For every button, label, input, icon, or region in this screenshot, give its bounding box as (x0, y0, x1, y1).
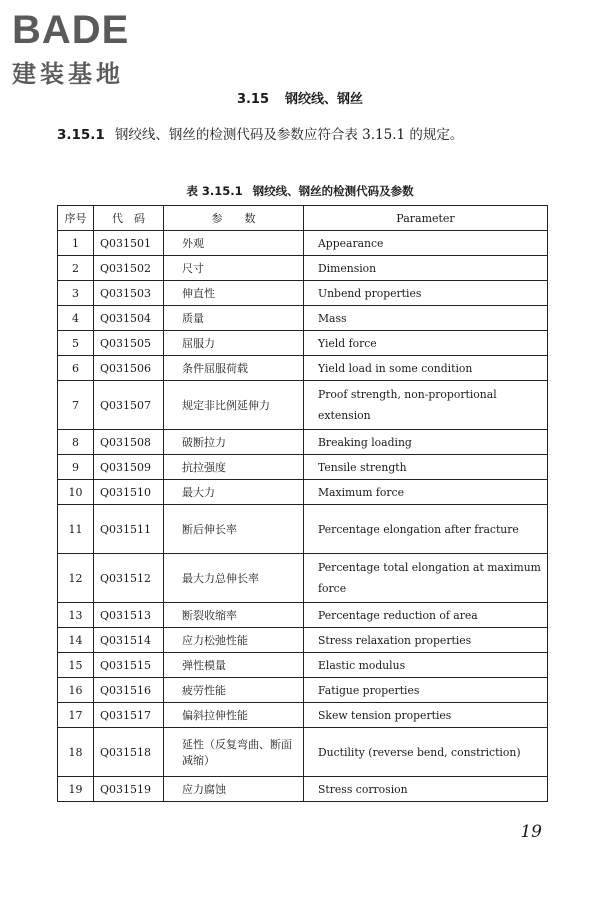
row-code: Q031514 (94, 628, 164, 653)
clause-text: 钢绞线、钢丝的检测代码及参数应符合表 3.15.1 的规定。 (114, 127, 464, 143)
row-code: Q031516 (94, 678, 164, 703)
row-code: Q031513 (94, 603, 164, 628)
table-row (58, 381, 548, 430)
table-row (58, 653, 548, 678)
row-param-en: Maximum force (304, 480, 548, 505)
clause-paragraph (57, 122, 547, 149)
row-param-cn: 最大力总伸长率 (164, 554, 304, 603)
header-param-en: Parameter (304, 206, 548, 231)
row-code: Q031515 (94, 653, 164, 678)
table-row (58, 628, 548, 653)
row-seq: 16 (58, 678, 94, 703)
row-param-cn: 延性（反复弯曲、断面减缩） (164, 728, 304, 777)
row-seq: 17 (58, 703, 94, 728)
row-param-en: Yield load in some condition (304, 356, 548, 381)
row-param-en: Tensile strength (304, 455, 548, 480)
row-seq: 6 (58, 356, 94, 381)
table-caption-number: 表 3.15.1 (186, 184, 243, 198)
row-code: Q031519 (94, 777, 164, 802)
row-code: Q031504 (94, 306, 164, 331)
clause-number: 3.15.1 (57, 127, 105, 143)
row-seq: 7 (58, 381, 94, 430)
row-param-cn: 断后伸长率 (164, 505, 304, 554)
row-code: Q031511 (94, 505, 164, 554)
row-param-en: Stress relaxation properties (304, 628, 548, 653)
row-param-en: Percentage reduction of area (304, 603, 548, 628)
row-param-en: Percentage elongation after fracture (304, 505, 548, 554)
table-row (58, 430, 548, 455)
row-param-en: Fatigue properties (304, 678, 548, 703)
row-param-en: Mass (304, 306, 548, 331)
table-row (58, 505, 548, 554)
table-row (58, 678, 548, 703)
page-number: 19 (520, 822, 542, 842)
row-param-cn: 外观 (164, 231, 304, 256)
row-code: Q031501 (94, 231, 164, 256)
row-seq: 9 (58, 455, 94, 480)
row-param-cn: 弹性模量 (164, 653, 304, 678)
row-param-cn: 疲劳性能 (164, 678, 304, 703)
row-seq: 19 (58, 777, 94, 802)
row-seq: 5 (58, 331, 94, 356)
table-row (58, 480, 548, 505)
row-seq: 1 (58, 231, 94, 256)
header-code: 代 码 (94, 206, 164, 231)
row-param-en: Stress corrosion (304, 777, 548, 802)
row-param-cn: 质量 (164, 306, 304, 331)
row-seq: 8 (58, 430, 94, 455)
row-param-en: Elastic modulus (304, 653, 548, 678)
row-param-cn: 伸直性 (164, 281, 304, 306)
row-param-cn: 抗拉强度 (164, 455, 304, 480)
table-row (58, 331, 548, 356)
row-code: Q031509 (94, 455, 164, 480)
row-code: Q031502 (94, 256, 164, 281)
table-header-row (58, 206, 548, 231)
table-row (58, 554, 548, 603)
row-param-en: Dimension (304, 256, 548, 281)
row-param-cn: 应力腐蚀 (164, 777, 304, 802)
section-heading (0, 88, 600, 107)
row-param-cn: 偏斜拉伸性能 (164, 703, 304, 728)
table-row (58, 603, 548, 628)
table-row (58, 231, 548, 256)
table-row (58, 281, 548, 306)
row-code: Q031517 (94, 703, 164, 728)
row-seq: 18 (58, 728, 94, 777)
table-row (58, 256, 548, 281)
row-param-cn: 应力松弛性能 (164, 628, 304, 653)
row-code: Q031507 (94, 381, 164, 430)
row-code: Q031506 (94, 356, 164, 381)
row-code: Q031505 (94, 331, 164, 356)
row-code: Q031512 (94, 554, 164, 603)
row-param-en: Appearance (304, 231, 548, 256)
row-param-en: Percentage total elongation at maximum force (304, 554, 548, 603)
row-param-en: Skew tension properties (304, 703, 548, 728)
row-param-en: Breaking loading (304, 430, 548, 455)
table-row (58, 306, 548, 331)
table-caption-text: 钢绞线、钢丝的检测代码及参数 (252, 184, 414, 198)
row-seq: 15 (58, 653, 94, 678)
row-param-cn: 断裂收缩率 (164, 603, 304, 628)
logo-text-cn: 建装基地 (12, 60, 124, 88)
table-caption (0, 183, 600, 199)
table-row (58, 728, 548, 777)
row-seq: 3 (58, 281, 94, 306)
row-param-cn: 最大力 (164, 480, 304, 505)
row-code: Q031508 (94, 430, 164, 455)
row-code: Q031503 (94, 281, 164, 306)
row-code: Q031518 (94, 728, 164, 777)
section-number: 3.15 (236, 92, 270, 107)
row-seq: 12 (58, 554, 94, 603)
row-param-cn: 条件屈服荷载 (164, 356, 304, 381)
row-param-en: Ductility (reverse bend, constriction) (304, 728, 548, 777)
bade-logo (12, 8, 129, 88)
table-row (58, 777, 548, 802)
row-seq: 4 (58, 306, 94, 331)
row-param-cn: 屈服力 (164, 331, 304, 356)
row-seq: 2 (58, 256, 94, 281)
row-param-cn: 尺寸 (164, 256, 304, 281)
table-row (58, 356, 548, 381)
row-seq: 11 (58, 505, 94, 554)
row-seq: 10 (58, 480, 94, 505)
header-seq: 序号 (58, 206, 94, 231)
row-code: Q031510 (94, 480, 164, 505)
row-seq: 14 (58, 628, 94, 653)
row-seq: 13 (58, 603, 94, 628)
row-param-en: Unbend properties (304, 281, 548, 306)
row-param-en: Yield force (304, 331, 548, 356)
row-param-cn: 规定非比例延伸力 (164, 381, 304, 430)
table-row (58, 703, 548, 728)
section-title-text: 钢绞线、钢丝 (285, 92, 364, 107)
row-param-cn: 破断拉力 (164, 430, 304, 455)
table-row (58, 455, 548, 480)
logo-text-en: BADE (12, 8, 130, 52)
parameter-table (57, 205, 548, 802)
header-param-cn: 参 数 (164, 206, 304, 231)
row-param-en: Proof strength, non-proportional extension (304, 381, 548, 430)
